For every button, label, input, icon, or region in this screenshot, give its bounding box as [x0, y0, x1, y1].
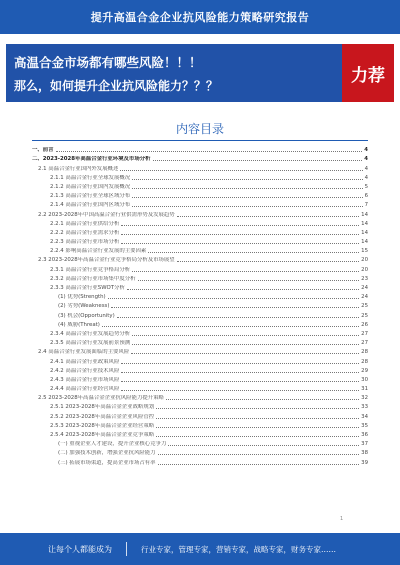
toc-entry-page: 20 [361, 266, 368, 273]
toc-leader-dots [132, 335, 359, 336]
toc-leader-dots [121, 381, 359, 382]
toc-leader-dots [132, 271, 359, 272]
toc-leader-dots [102, 326, 359, 327]
toc-leader-dots [177, 261, 359, 262]
toc-entry[interactable] [32, 263, 368, 272]
toc-leader-dots [132, 179, 362, 180]
toc-entry[interactable] [32, 328, 368, 337]
toc-entry-label: 2.3.3 高温合金行业SWOT分析 [50, 285, 125, 291]
toc-entry[interactable] [32, 190, 368, 199]
toc-entry[interactable] [32, 438, 368, 447]
toc-entry-label: 2.4 高温合金行业发展面临的主要风险 [38, 349, 130, 356]
toc-entry-page: 29 [361, 367, 368, 374]
toc-entry[interactable] [32, 374, 368, 383]
toc-entry-page: 28 [361, 358, 368, 365]
toc-entry-page: 4 [364, 174, 368, 181]
toc-entry[interactable] [32, 392, 368, 401]
toc-entry[interactable] [32, 181, 368, 190]
footer-expert-list: 行业专家，管理专家，营销专家，战略专家，财务专家…… [141, 544, 336, 554]
toc-entry-label: (二) 加强技术创新，增强企业抗风险能力 [58, 450, 156, 457]
toc-entry-label: 2.1.3 高温合金行业全球区域分布 [50, 193, 131, 200]
toc-leader-dots [148, 252, 359, 253]
toc-leader-dots [166, 399, 359, 400]
toc-leader-dots [156, 436, 359, 437]
toc-entry-label: 2.3.1 高温合金行业竞争格局分析 [50, 266, 131, 273]
toc-entry-page: 31 [361, 386, 368, 393]
toc-entry-label: 2.2.3 高温合金行业市场分析 [50, 239, 120, 246]
risk-banner [6, 44, 394, 102]
toc-entry-page: 38 [361, 450, 368, 457]
toc-leader-dots [156, 418, 359, 419]
toc-entry[interactable] [32, 236, 368, 245]
toc-entry[interactable] [32, 447, 368, 456]
toc-entry-label: 2.3.4 高温合金行业发展趋势分析 [50, 330, 131, 337]
toc-entry[interactable] [32, 291, 368, 300]
toc-title: 内容目录 [175, 122, 224, 136]
toc-leader-dots [158, 454, 360, 455]
toc-entry-label: (2) 劣势(Weakness) [58, 303, 110, 310]
toc-leader-dots [121, 234, 359, 235]
toc-entry[interactable] [32, 309, 368, 318]
toc-entry-page: 4 [364, 165, 368, 172]
toc-leader-dots [156, 408, 359, 409]
toc-entry-label: (三) 拓展市场渠道，提高企业市场占有率 [58, 459, 156, 466]
toc-leader-dots [132, 344, 359, 345]
toc-leader-dots [56, 151, 363, 152]
toc-entry[interactable] [32, 144, 368, 153]
toc-entry-page: 4 [364, 156, 368, 163]
toc-entry[interactable] [32, 337, 368, 346]
banner-headline: 高温合金市场都有哪些风险！！！ [14, 55, 202, 70]
toc-entry-label: 2.1 高温合金行业国内外发展概述 [38, 165, 119, 172]
toc-entry[interactable] [32, 172, 368, 181]
recommend-badge-label: 力荐 [351, 65, 385, 86]
toc-entry-page: 14 [361, 220, 368, 227]
toc-entry-page: 5 [364, 183, 368, 190]
toc-entry-label: 2.4.3 高温合金行业市场风险 [50, 376, 120, 383]
toc-entry[interactable] [32, 456, 368, 465]
toc-entry[interactable] [32, 300, 368, 309]
toc-entry-page: 36 [361, 432, 368, 438]
toc-entry[interactable] [32, 208, 368, 217]
toc-entry-page: 34 [361, 413, 368, 420]
toc-entry-label: 2.4.4 高温合金行业经营风险 [50, 386, 120, 393]
toc-leader-dots [158, 464, 360, 465]
toc-entry-page: 14 [361, 211, 368, 218]
toc-leader-dots [108, 298, 359, 299]
toc-entry-page: 33 [361, 404, 368, 411]
toc-entry-label: 2.2.4 影响高温合金行业发展的主要因素 [50, 248, 147, 255]
toc-entry-page: 28 [361, 349, 368, 356]
report-title-bar [0, 0, 400, 34]
toc-entry-label: 二、2023-2028年高温合金行业环境及市场分析 [32, 156, 151, 163]
toc-entry-label: 2.5.2 2023-2028年高温合金企业风险管控 [50, 413, 155, 420]
toc-leader-dots [132, 188, 362, 189]
toc-entry-label: 2.2 2023-2028年中国高温合金行业供需形势及发展趋势 [38, 211, 175, 218]
toc-entry-label: 2.5.3 2023-2028年高温合金企业经营策略 [50, 422, 155, 429]
toc-entry-label: 2.4.2 高温合金行业技术风险 [50, 367, 120, 374]
toc-entry-label: 2.1.4 高温合金行业国内区域分布 [50, 202, 131, 209]
toc-entry[interactable] [32, 410, 368, 419]
toc-leader-dots [117, 317, 359, 318]
report-title: 提升高温合金企业抗风险能力策略研究报告 [90, 11, 310, 24]
toc-entry-label: (一) 重视企业人才建设，提升企业核心竞争力 [58, 441, 167, 448]
toc-entry-page: 25 [361, 303, 368, 310]
toc-entry-page: 7 [364, 202, 368, 209]
toc-entry-page: 25 [361, 312, 368, 319]
toc-entry[interactable] [32, 365, 368, 374]
toc-leader-dots [121, 363, 359, 364]
toc-entry[interactable] [32, 162, 368, 171]
toc-entry[interactable] [32, 319, 368, 328]
toc-leader-dots [120, 170, 362, 171]
toc-entry-page: 35 [361, 422, 368, 429]
toc-entry-page: 39 [361, 459, 368, 466]
toc-entry[interactable] [32, 429, 368, 438]
toc-entry[interactable] [32, 227, 368, 236]
recommend-badge [342, 44, 394, 102]
toc-leader-dots [121, 390, 359, 391]
toc-entry-page: 30 [361, 376, 368, 383]
toc-leader-dots [121, 372, 359, 373]
toc-entry[interactable] [32, 245, 368, 254]
toc-entry-label: 2.3.2 高温合金行业市场集中度分析 [50, 275, 136, 282]
toc-leader-dots [153, 160, 363, 161]
toc-entry-page: 26 [361, 321, 368, 328]
toc-entry[interactable] [32, 355, 368, 364]
toc-entry-label: (3) 机会(Opportunity) [58, 312, 115, 319]
toc-entry-page: 32 [361, 395, 368, 402]
toc-leader-dots [111, 307, 359, 308]
toc-entry-page: 24 [361, 285, 368, 291]
toc-leader-dots [121, 243, 359, 244]
toc-entry[interactable] [32, 218, 368, 227]
toc-leader-dots [177, 216, 359, 217]
toc-entry-label: 2.5.4 2023-2028年高温合金企业竞争策略 [50, 432, 155, 438]
toc-entry-label: (1) 优势(Strength) [58, 294, 106, 301]
toc-entry-label: 2.2.2 高温合金行业需求分析 [50, 229, 120, 236]
toc-leader-dots [138, 280, 360, 281]
toc-leader-dots [132, 206, 362, 207]
toc-entry[interactable] [32, 346, 368, 355]
toc-entry-page: 4 [364, 147, 368, 154]
toc-entry-label: 2.2.1 高温合金行业供给分析 [50, 220, 120, 227]
toc-entry[interactable] [32, 273, 368, 282]
toc-entry-label: 2.3 2023-2028年高温合金行业竞争格局分析及市场展望 [38, 257, 175, 264]
toc-leader-dots [121, 225, 359, 226]
toc-entry[interactable] [32, 401, 368, 410]
toc-entry-label: 2.1.2 高温合金行业国内发展概况 [50, 183, 131, 190]
toc-entry-label: 2.3.5 高温合金行业发展前景预测 [50, 340, 131, 347]
toc-entry-label: (4) 威胁(Threat) [58, 321, 100, 328]
toc-entry-label: 2.1.1 高温合金行业全球发展概况 [50, 174, 131, 181]
toc-entry-page: 27 [361, 340, 368, 347]
toc-entry-label: 2.4.1 高温合金行业政策风险 [50, 358, 120, 365]
toc-leader-dots [168, 445, 359, 446]
footer-separator [126, 542, 127, 556]
toc-entry[interactable] [32, 282, 368, 291]
toc-entry-page: 15 [361, 248, 368, 255]
toc-divider [32, 140, 368, 141]
footer-slogan: 让每个人都能成为 [48, 544, 112, 554]
toc-entry-page: 24 [361, 294, 368, 301]
toc-entry-page: 37 [361, 441, 368, 448]
banner-subline: 那么，如何提升企业抗风险能力？？？ [14, 79, 219, 93]
table-of-contents [32, 144, 368, 466]
toc-leader-dots [127, 289, 359, 290]
toc-entry-page: 14 [361, 229, 368, 236]
toc-entry-label: 2.5 2023-2028年高温合金企业抗风险能力提升策略 [38, 395, 164, 402]
toc-entry[interactable] [32, 383, 368, 392]
toc-entry-label: 2.5.1 2023-2028年高温合金企业战略规划 [50, 404, 155, 411]
toc-entry-label: 一、前言 [32, 147, 54, 154]
toc-entry[interactable] [32, 199, 368, 208]
toc-entry[interactable] [32, 153, 368, 162]
toc-entry-page: 14 [361, 239, 368, 246]
toc-leader-dots [156, 427, 359, 428]
footer-bar [0, 533, 400, 565]
page-number: 1 [340, 516, 344, 522]
toc-entry-page: 27 [361, 330, 368, 337]
toc-leader-dots [131, 353, 359, 354]
toc-entry-page: 6 [364, 193, 368, 200]
toc-entry[interactable] [32, 420, 368, 429]
toc-entry[interactable] [32, 254, 368, 263]
toc-entry-page: 20 [361, 257, 368, 264]
toc-leader-dots [132, 197, 362, 198]
toc-entry-page: 23 [361, 275, 368, 282]
